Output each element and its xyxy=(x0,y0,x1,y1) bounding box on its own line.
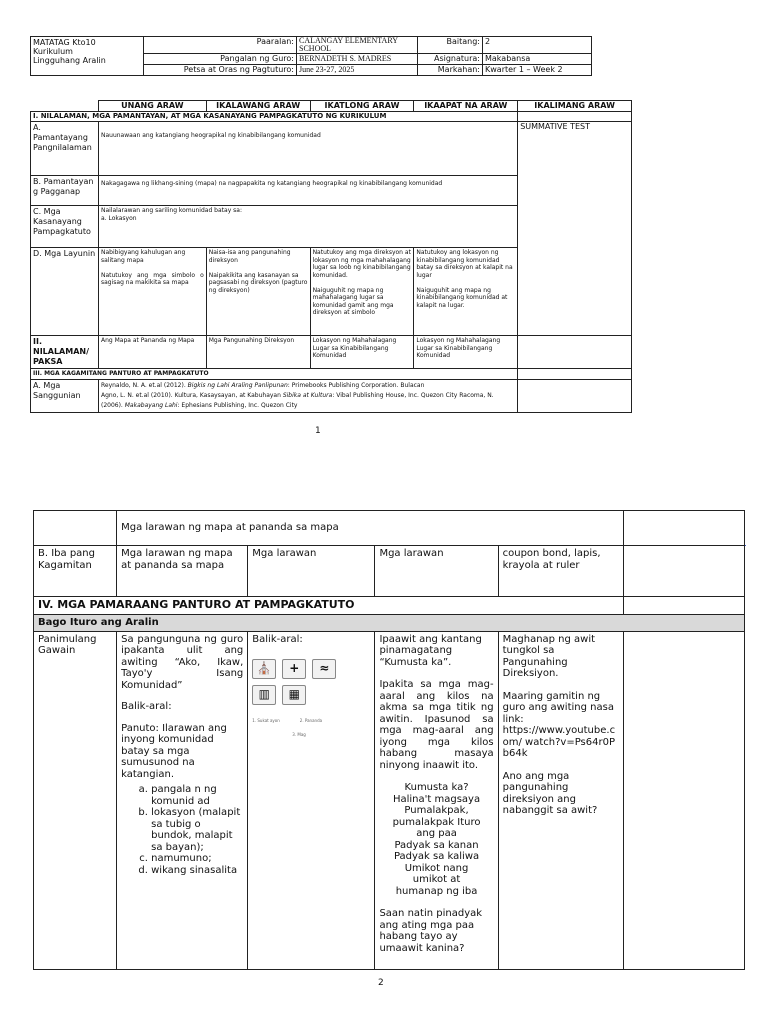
intro-day2-review: Balik-aral: xyxy=(252,633,303,645)
intro-day4-note: Maaring gamitin ng guro ang awiting nasa link: xyxy=(502,690,614,725)
topic-day4: Lokasyon ng Mahahalagang Lugar sa Kinabibilangang Komunidad xyxy=(414,336,518,369)
intro-day3-song-title: Ipaawit ang kantang pinamagatang “Kumusta ka”. xyxy=(379,633,482,668)
date-value: June 23-27, 2025 xyxy=(297,65,418,76)
header-table xyxy=(30,36,592,76)
topic-day1: Ang Mapa at Pananda ng Mapa xyxy=(98,336,206,369)
intro-day1-song: Sa pangunguna ng guro ipakanta ulit ang awiting “Ako, Ikaw, Tayo'y Isang Komunidad” xyxy=(121,633,244,691)
school-value: CALANGAY ELEMENTARY SCHOOL xyxy=(297,37,418,54)
row-c-text2: a. Lokasyon xyxy=(100,214,137,222)
objective-day1-b: Natutukoy ang mga simbolo o sagisag na makikita sa mapa xyxy=(100,271,204,286)
section-4-title: IV. MGA PAMARAANG PANTURO AT PAMPAGKATUTO xyxy=(34,597,624,615)
topic-day3: Lokasyon ng Mahahalagang Lugar sa Kinabibilangang Komunidad xyxy=(310,336,414,369)
day-5-header: IKALIMANG ARAW xyxy=(518,101,632,112)
objective-day4-b: Naiguguhit ang mapa ng kinabibilangang komunidad at kalapit na lugar. xyxy=(416,286,508,309)
list-item: b. lokasyon (malapit sa tubig o bundok, malapit sa bayan); xyxy=(151,807,243,853)
program-line3: Lingguhang Aralin xyxy=(33,56,106,65)
day-4-header: IKAAPAT NA ARAW xyxy=(414,101,518,112)
objective-day1 xyxy=(98,248,206,336)
row-a-text: Nauunawaan ang katangiang heograpikal ng kinabibilangang komunidad xyxy=(98,122,517,176)
map-legend-caption: 3. Mag xyxy=(292,731,306,737)
intro-day1-review: Balik-aral: xyxy=(121,701,172,712)
objective-day4-a: Natutukoy ang lokasyon ng kinabibilangang komunidad batay sa direksyon at kalapit na lugar xyxy=(416,249,513,279)
map-symbols-image xyxy=(252,659,370,679)
materials-top-text: Mga larawan ng mapa at pananda sa mapa xyxy=(117,511,624,546)
intro-day2 xyxy=(248,631,375,969)
quarter-value: Kwarter 1 – Week 2 xyxy=(483,65,592,76)
row-c-label: C. Mga Kasanayang Pampagkatuto xyxy=(31,206,99,248)
intro-activity-label: Panimulang Gawain xyxy=(34,631,117,969)
lesson-grid-page2 xyxy=(33,510,745,970)
objective-day3-b: Naiguguhit ng mapa ng mahahalagang lugar sa komunidad gamit ang mga direksyon at simbolo xyxy=(312,286,394,316)
objective-day2-a: Naisa-isa ang pangunahing direksyon xyxy=(208,249,291,264)
quarter-label: Markahan: xyxy=(418,65,483,76)
hospital-cross-icon: + xyxy=(282,659,306,679)
intro-day1 xyxy=(117,631,248,969)
row-b-text: Nakagagawa ng likhang-sining (mapa) na nagpapakita ng katangiang heograpikal ng kinabibilangang komunidad xyxy=(98,176,517,206)
material-day4: coupon bond, lapis, krayola at ruler xyxy=(498,546,623,597)
intro-day3-instruction: Ipakita sa mga mag-aaral ang kilos na akma sa mga titik ng awitin. Ipasunod sa mga mag-aaral ang iyong mga kilos habang masaya ninyong inaawit ito. xyxy=(379,679,494,771)
other-materials-label: B. Iba pang Kagamitan xyxy=(34,546,117,597)
intro-day4-task: Maghanap ng awit tungkol sa Pangunahing Direksiyon. xyxy=(502,633,596,679)
market-symbol-icon: ▦ xyxy=(282,685,306,705)
date-label: Petsa at Oras ng Pagtuturo: xyxy=(144,65,297,76)
objective-day2 xyxy=(206,248,310,336)
objective-day4 xyxy=(414,248,518,336)
program-line1: MATATAG Kto10 xyxy=(33,38,96,47)
intro-day1-list xyxy=(121,784,243,876)
section-3-title: III. MGA KAGAMITANG PANTURO AT PAMPAGKATUTO xyxy=(31,369,518,380)
song-lyrics: Kumusta ka? Halina't magsaya Pumalakpak, pumalakpak Ituro ang paa Padyak sa kanan Padyak sa kaliwa Umikot nang umikot at humanap ng iba xyxy=(392,782,481,897)
intro-day3 xyxy=(375,631,498,969)
bridge-symbol-icon: ▥ xyxy=(252,685,276,705)
subject-label: Asignatura: xyxy=(418,54,483,65)
objective-day3-a: Natutukoy ang mga direksyon at lokasyon ng mga mahahalagang lugar sa loob ng kinabibilangang komunidad. xyxy=(312,249,411,279)
map-legend-caption: 1. Sukat ayon xyxy=(252,718,280,723)
day-2-header: IKALAWANG ARAW xyxy=(206,101,310,112)
map-legend-caption: 2. Pananda xyxy=(299,718,323,723)
program-line2: Kurikulum xyxy=(33,47,73,56)
row-b-label: B. Pamantayan g Pagganap xyxy=(31,176,99,206)
list-item: d. wikang sinasalita xyxy=(151,865,243,877)
intro-day1-instruction: Panuto: Ilarawan ang inyong komunidad batay sa mga sumusunod na katangian. xyxy=(121,722,227,780)
school-symbol-icon: ⛪ xyxy=(252,659,276,679)
day-3-header: IKATLONG ARAW xyxy=(310,101,414,112)
teacher-value: BERNADETH S. MADRES xyxy=(297,54,418,65)
grade-label: Baitang: xyxy=(418,37,483,54)
page-number-2: 2 xyxy=(378,978,384,988)
grade-value: 2 xyxy=(483,37,592,54)
summative-test: SUMMATIVE TEST xyxy=(518,122,632,336)
references-label: A. Mga Sanggunian xyxy=(31,379,99,412)
references-text: Reynaldo, N. A. et.al (2012). Bigkis ng Lahi Araling Panlipunan: Primebooks Publishing Corporation. Bulacan Agno, L. N. et.al (2010). Kultura, Kasaysayan, at Kabuhayan Sibika at Kultura: Vibal Publishing House, Inc. Quezon City Racoma, N. (2006). Makabayang Lahi: Ephesians Publishing, Inc. Quezon City xyxy=(98,379,517,412)
intro-day3-question: Saan natin pinadyak ang ating mga paa habang tayo ay umaawit kanina? xyxy=(379,908,483,954)
program-cell xyxy=(31,37,144,76)
topic-day2: Mga Pangunahing Direksyon xyxy=(206,336,310,369)
objective-day3 xyxy=(310,248,414,336)
objective-day2-b: Naipakikita ang kasanayan sa pagsasabi ng direksyon (pagturo ng direksyon) xyxy=(208,271,308,294)
section-2-label: II. NILALAMAN/ PAKSA xyxy=(31,336,99,369)
material-day1: Mga larawan ng mapa at pananda sa mapa xyxy=(117,546,248,597)
row-a-label: A. Pamantayang Pangnilalaman xyxy=(31,122,99,176)
subject-value: Makabansa xyxy=(483,54,592,65)
section-1-title: I. NILALAMAN, MGA PAMANTAYAN, AT MGA KASANAYANG PAMPAGKATUTO NG KURIKULUM xyxy=(31,111,518,122)
teacher-label: Pangalan ng Guro: xyxy=(144,54,297,65)
day-1-header: UNANG ARAW xyxy=(98,101,206,112)
river-symbol-icon: ≈ xyxy=(312,659,336,679)
intro-day4 xyxy=(498,631,623,969)
material-day2: Mga larawan xyxy=(248,546,375,597)
lesson-grid-page1 xyxy=(30,100,632,413)
row-c-cell xyxy=(98,206,517,248)
list-item: c. namumuno; xyxy=(151,853,243,865)
row-c-text1: Nailalarawan ang sariling komunidad batay sa: xyxy=(100,207,242,214)
page-number-1: 1 xyxy=(315,426,321,436)
youtube-link[interactable]: https://www.youtube.com/ watch?v=Ps64r0Pb64k xyxy=(502,725,616,759)
row-d-label: D. Mga Layunin xyxy=(31,248,99,336)
list-item: a. pangala n ng komunid ad xyxy=(151,784,243,807)
objective-day1-a: Nabibigyang kahulugan ang salitang mapa xyxy=(100,249,186,264)
before-lesson-title: Bago Ituro ang Aralin xyxy=(34,615,745,632)
material-day3: Mga larawan xyxy=(375,546,498,597)
intro-day4-question: Ano ang mga pangunahing direksiyon ang nabanggit sa awit? xyxy=(502,770,598,816)
school-label: Paaralan: xyxy=(144,37,297,54)
